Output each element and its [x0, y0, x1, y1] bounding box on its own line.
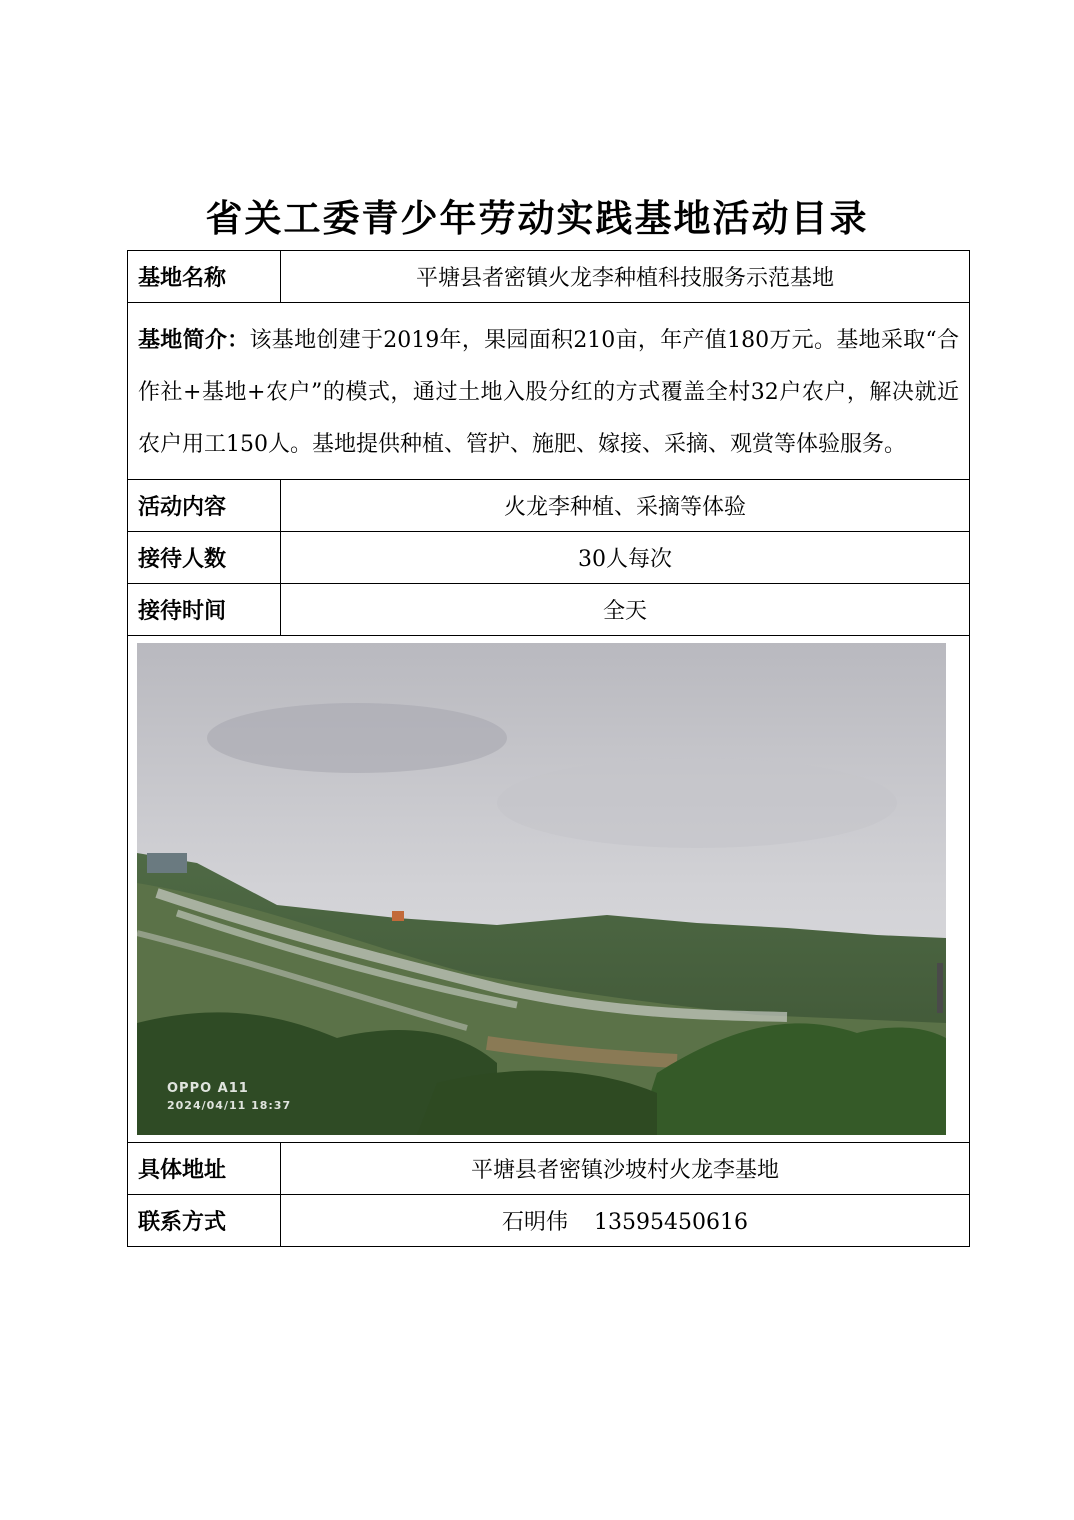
- photo-row: [128, 636, 970, 1143]
- intro-text: 该基地创建于2019年，果园面积210亩，年产值180万元。基地采取“合作社+基地+农户”的模式，通过土地入股分红的方式覆盖全村32户农户，解决就近农户用工150人。基地提供种植、管护、施肥、嫁接、采摘、观赏等体验服务。: [138, 328, 959, 457]
- hours-value: 全天: [281, 584, 970, 636]
- activity-label: 活动内容: [128, 480, 281, 532]
- page-title: 省关工委青少年劳动实践基地活动目录: [205, 196, 869, 240]
- hours-row: [128, 584, 970, 636]
- capacity-value: 30人每次: [281, 532, 970, 584]
- capacity-row: [128, 532, 970, 584]
- base-name-value: 平塘县者密镇火龙李种植科技服务示范基地: [281, 251, 970, 303]
- photo-stamp-time: 2024/04/11 18:37: [167, 1099, 292, 1112]
- hours-label: 接待时间: [128, 584, 281, 636]
- address-label: 具体地址: [128, 1143, 281, 1195]
- info-table: [127, 250, 970, 1247]
- address-row: [128, 1143, 970, 1195]
- address-value: 平塘县者密镇沙坡村火龙李基地: [281, 1143, 970, 1195]
- intro-row: [128, 303, 970, 480]
- base-name-label: 基地名称: [128, 251, 281, 303]
- orchard-photo-image: [137, 643, 946, 1135]
- intro-cell: [128, 303, 970, 480]
- contact-value: [281, 1195, 970, 1247]
- photo-cell: [128, 636, 970, 1143]
- capacity-label: 接待人数: [128, 532, 281, 584]
- contact-phone: 13595450616: [594, 1210, 748, 1235]
- activity-value: 火龙李种植、采摘等体验: [281, 480, 970, 532]
- contact-row: [128, 1195, 970, 1247]
- base-name-row: [128, 251, 970, 303]
- orchard-photo: [137, 643, 946, 1135]
- photo-stamp-model: OPPO A11: [167, 1081, 249, 1096]
- activity-row: [128, 480, 970, 532]
- intro-label: 基地简介：: [138, 328, 250, 353]
- contact-name: 石明伟: [502, 1210, 569, 1235]
- contact-label: 联系方式: [128, 1195, 281, 1247]
